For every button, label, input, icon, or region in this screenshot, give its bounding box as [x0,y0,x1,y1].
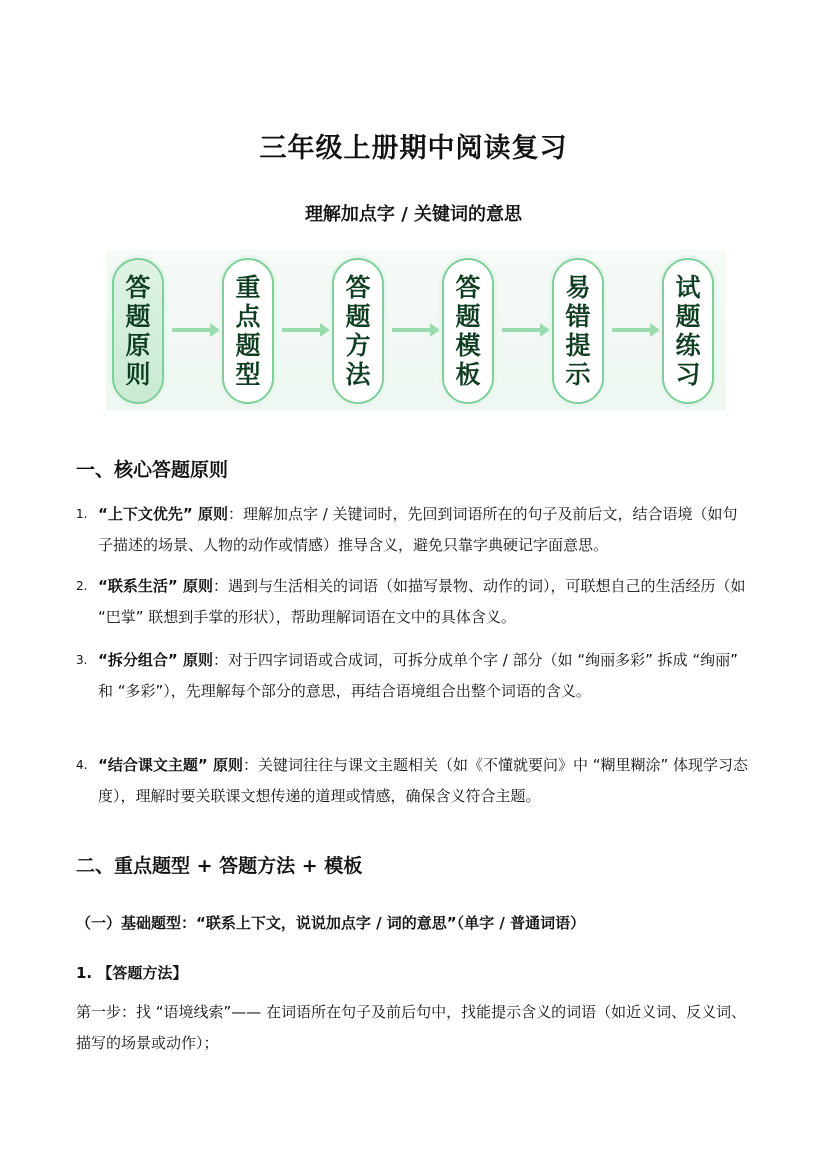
page-subtitle: 理解加点字 / 关键词的意思 [304,204,523,225]
flow-step-practice: 试 题 练 习 [662,258,714,404]
flow-diagram [106,250,726,410]
section-heading: 一、核心答题原则 [76,459,229,481]
list-item: 4. “结合课文主题” 原则：关键词往往与课文主题相关（如《不懂就要问》中 “糊里糊涂” 体现学习态度），理解时要关联课文想传递的道理或情感，确保含义符合主题。 [76,756,749,805]
flow-step-key-types: 重 点 题 型 [222,258,274,404]
sub-heading: （一）基础题型：“联系上下文，说说加点字 / 词的意思”（单字 / 普通词语） [76,914,586,932]
method-heading: 1. 【答题方法】 [76,964,188,982]
flow-step-principles: 答 题 原 则 [112,258,164,404]
flow-arrow [612,328,652,332]
list-item: 3. “拆分组合” 原则：对于四字词语或合成词，可拆分成单个字 / 部分（如 “绚丽多彩” 拆成 “绚丽” 和 “多彩”），先理解每个部分的意思，再结合语境组合出整个词语的含义。 [76,651,738,700]
list-item: 2. “联系生活” 原则：遇到与生活相关的词语（如描写景物、动作的词），可联想自己的生活经历（如 “巴掌” 联想到手掌的形状），帮助理解词语在文中的具体含义。 [76,577,746,626]
flow-step-methods: 答 题 方 法 [332,258,384,404]
flow-step-pitfalls: 易 错 提 示 [552,258,604,404]
paragraph: 第一步：找 “语境线索”—— 在词语所在句子及前后句中，找能提示含义的词语（如近义词、反义词、描写的场景或动作）； [76,1003,747,1052]
flow-step-templates: 答 题 模 板 [442,258,494,404]
flow-arrow [282,328,322,332]
flow-arrow [172,328,212,332]
list-item: 1. “上下文优先” 原则：理解加点字 / 关键词时，先回到词语所在的句子及前后文，结合语境（如句子描述的场景、人物的动作或情感）推导含义，避免只靠字典硬记字面意思。 [76,505,738,554]
flow-arrow [502,328,542,332]
page-title: 三年级上册期中阅读复习 [259,133,568,164]
flow-arrow [392,328,432,332]
section-heading: 二、重点题型 + 答题方法 + 模板 [76,855,363,877]
